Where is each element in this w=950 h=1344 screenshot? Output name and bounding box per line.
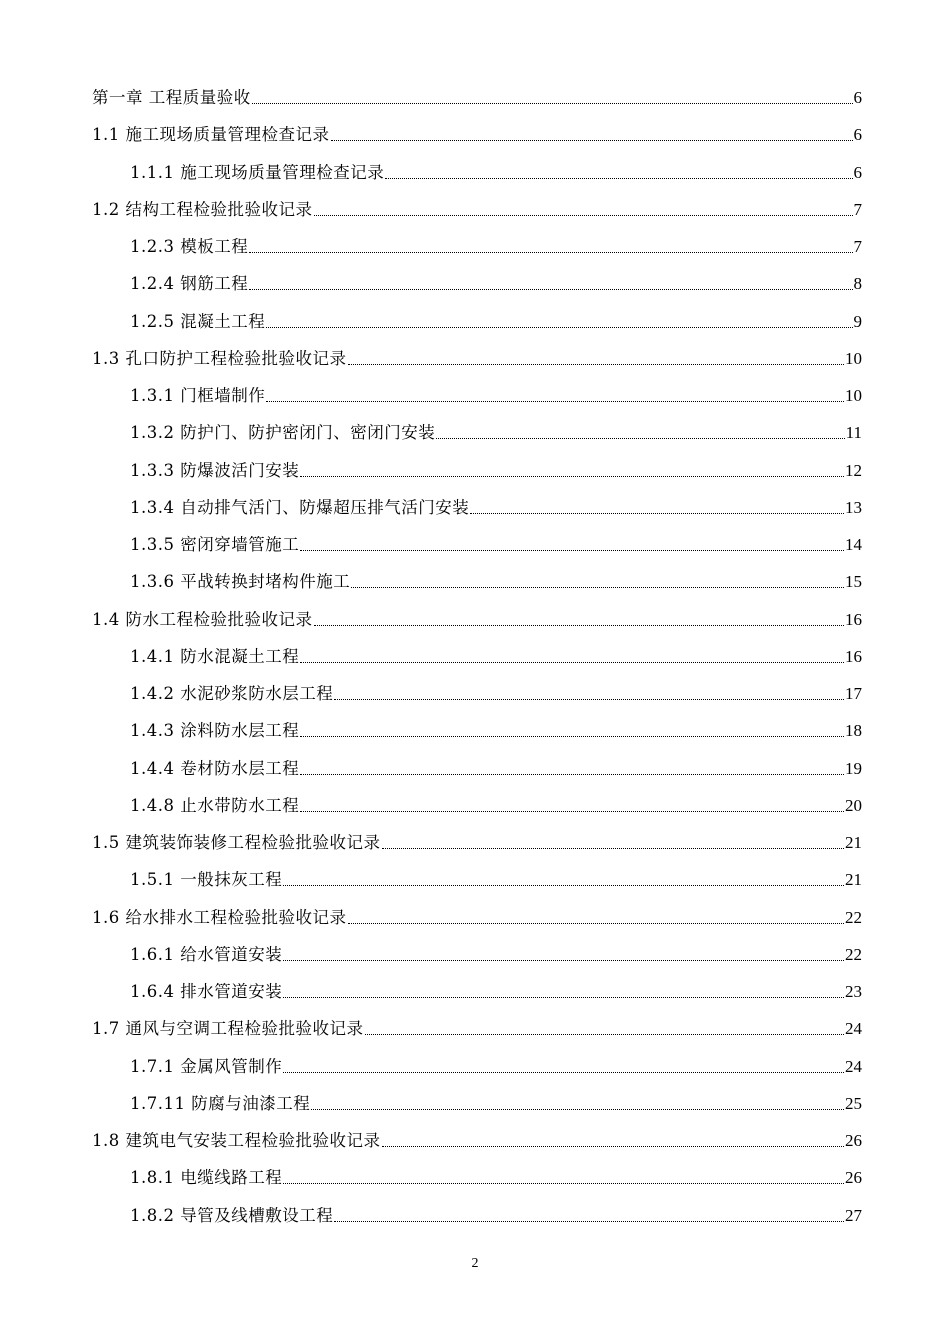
toc-entry[interactable] [130,308,862,332]
toc-entry-title: 第一章 工程质量验收 [92,88,251,107]
toc-entry-title: 1.4.3 涂料防水层工程 [130,721,300,741]
toc-entry[interactable] [130,568,862,592]
toc-entry[interactable] [130,270,862,294]
toc-entry-page: 21 [845,833,862,852]
toc-entry-page: 9 [853,311,862,331]
toc-entry[interactable] [130,866,862,890]
toc-entry-page: 24 [845,1019,862,1039]
toc-entry[interactable] [130,1202,862,1226]
toc-entry-title: 1.4.1 防水混凝土工程 [130,646,300,666]
toc-entry[interactable] [130,643,862,667]
toc-entry-title: 1.7.11 防腐与油漆工程 [130,1093,311,1113]
toc-dot-leader [382,848,845,849]
toc-dot-leader [249,252,852,253]
toc-entry-page: 20 [845,795,862,815]
toc-entry-title: 1.3.5 密闭穿墙管施工 [130,535,300,554]
toc-entry[interactable] [130,717,862,741]
toc-entry[interactable] [92,1127,862,1151]
toc-entry[interactable] [130,419,862,443]
toc-entry[interactable] [92,1015,862,1039]
toc-entry[interactable] [92,196,862,220]
toc-dot-leader [334,1221,844,1222]
toc-entry-page: 6 [853,125,862,145]
toc-entry-page: 27 [845,1205,862,1225]
toc-entry-page: 16 [845,609,862,629]
toc-dot-leader [311,1109,844,1110]
toc-entry-title: 1.8 建筑电气安装工程检验批验收记录 [92,1131,381,1150]
toc-dot-leader [382,1146,845,1147]
toc-entry-title: 1.5.1 一般抹灰工程 [130,870,283,890]
toc-dot-leader [283,960,844,961]
toc-dot-leader [249,289,852,290]
toc-dot-leader [348,364,845,365]
toc-entry-page: 16 [845,646,862,666]
toc-entry-page: 22 [845,944,862,964]
toc-entry-page: 26 [845,1131,862,1150]
toc-entry-title: 1.5 建筑装饰装修工程检验批验收记录 [92,833,381,852]
toc-entry-page: 19 [845,758,862,778]
toc-entry-page: 24 [845,1056,862,1076]
toc-entry[interactable] [92,904,862,928]
toc-entry-title: 1.6.4 排水管道安装 [130,982,283,1001]
toc-dot-leader [283,1072,844,1073]
toc-dot-leader [266,401,844,402]
toc-entry-page: 10 [845,386,862,405]
toc-entry-page: 17 [845,684,862,703]
toc-dot-leader [300,476,844,477]
toc-entry[interactable] [92,606,862,630]
toc-entry-page: 13 [845,497,862,517]
toc-entry-title: 1.3 孔口防护工程检验批验收记录 [92,348,347,368]
toc-entry-page: 14 [845,535,862,554]
toc-entry-page: 26 [845,1168,862,1188]
toc-dot-leader [348,923,845,924]
toc-entry[interactable] [130,978,862,1002]
toc-dot-leader [266,327,852,328]
toc-entry-page: 12 [845,460,862,480]
toc-entry-title: 1.1.1 施工现场质量管理检查记录 [130,162,385,182]
toc-entry-title: 1.3.4 自动排气活门、防爆超压排气活门安装 [130,497,470,517]
toc-entry-title: 1.4.4 卷材防水层工程 [130,758,300,778]
toc-dot-leader [300,736,844,737]
toc-entry[interactable] [130,159,862,183]
toc-entry[interactable] [130,457,862,481]
toc-dot-leader [351,587,844,588]
toc-entry-title: 1.4 防水工程检验批验收记录 [92,609,313,629]
toc-entry-title: 1.3.1 门框墙制作 [130,386,266,405]
toc-entry-page: 15 [845,572,862,592]
toc-entry-page: 8 [853,274,862,294]
toc-dot-leader [300,811,844,812]
toc-entry-page: 7 [853,237,862,256]
toc-dot-leader [314,625,845,626]
toc-entry-page: 7 [853,199,862,219]
toc-entry-page: 18 [845,721,862,741]
toc-entry-title: 1.8.2 导管及线槽敷设工程 [130,1205,334,1225]
toc-entry[interactable] [130,233,862,257]
toc-entry[interactable] [130,382,862,406]
toc-entry-title: 1.2 结构工程检验批验收记录 [92,199,313,219]
toc-entry-page: 25 [845,1093,862,1113]
toc-dot-leader [283,1183,844,1184]
toc-entry[interactable] [130,1090,862,1114]
toc-entry-title: 1.2.5 混凝土工程 [130,311,266,331]
toc-dot-leader [436,438,844,439]
toc-entry[interactable] [92,84,862,108]
toc-entry-page: 10 [845,348,862,368]
toc-entry[interactable] [130,494,862,518]
toc-entry[interactable] [130,1164,862,1188]
toc-entry-title: 1.4.2 水泥砂浆防水层工程 [130,684,334,703]
toc-entry-page: 22 [845,907,862,927]
toc-dot-leader [300,662,844,663]
toc-entry-title: 1.6.1 给水管道安装 [130,944,283,964]
toc-entry[interactable] [130,531,862,555]
toc-dot-leader [331,140,853,141]
toc-dot-leader [300,774,844,775]
page-number: 2 [471,1256,479,1271]
toc-dot-leader [470,513,844,514]
toc-entry[interactable] [92,121,862,145]
toc-entry[interactable] [92,829,862,853]
toc-entry-page: 6 [853,88,862,107]
toc-entry[interactable] [130,680,862,704]
toc-dot-leader [334,699,844,700]
toc-entry-page: 23 [845,982,862,1001]
toc-entry-page: 6 [853,162,862,182]
toc-entry[interactable] [130,941,862,965]
toc-entry-title: 1.3.2 防护门、防护密闭门、密闭门安装 [130,423,436,443]
toc-entry[interactable] [130,1053,862,1077]
toc-entry-title: 1.8.1 电缆线路工程 [130,1168,283,1188]
toc-dot-leader [314,215,853,216]
toc-entry-title: 1.7.1 金属风管制作 [130,1056,283,1076]
toc-dot-leader [252,103,853,104]
toc-dot-leader [365,1034,845,1035]
toc-entry[interactable] [130,792,862,816]
toc-entry-title: 1.6 给水排水工程检验批验收记录 [92,907,347,927]
toc-dot-leader [385,178,852,179]
toc-dot-leader [283,997,844,998]
toc-entry-title: 1.7 通风与空调工程检验批验收记录 [92,1019,364,1039]
toc-entry-title: 1.4.8 止水带防水工程 [130,795,300,815]
toc-entry[interactable] [92,345,862,369]
toc-entry-title: 1.1 施工现场质量管理检查记录 [92,125,330,145]
toc-entry-page: 21 [845,870,862,890]
toc-dot-leader [283,885,844,886]
toc-entry-title: 1.3.6 平战转换封堵构件施工 [130,572,351,592]
toc-entry-title: 1.2.3 模板工程 [130,237,249,256]
toc-entry[interactable] [130,755,862,779]
toc-entry-page: 11 [845,423,862,443]
toc-entry-title: 1.2.4 钢筋工程 [130,274,249,294]
toc-entry-title: 1.3.3 防爆波活门安装 [130,460,300,480]
toc-dot-leader [300,550,844,551]
